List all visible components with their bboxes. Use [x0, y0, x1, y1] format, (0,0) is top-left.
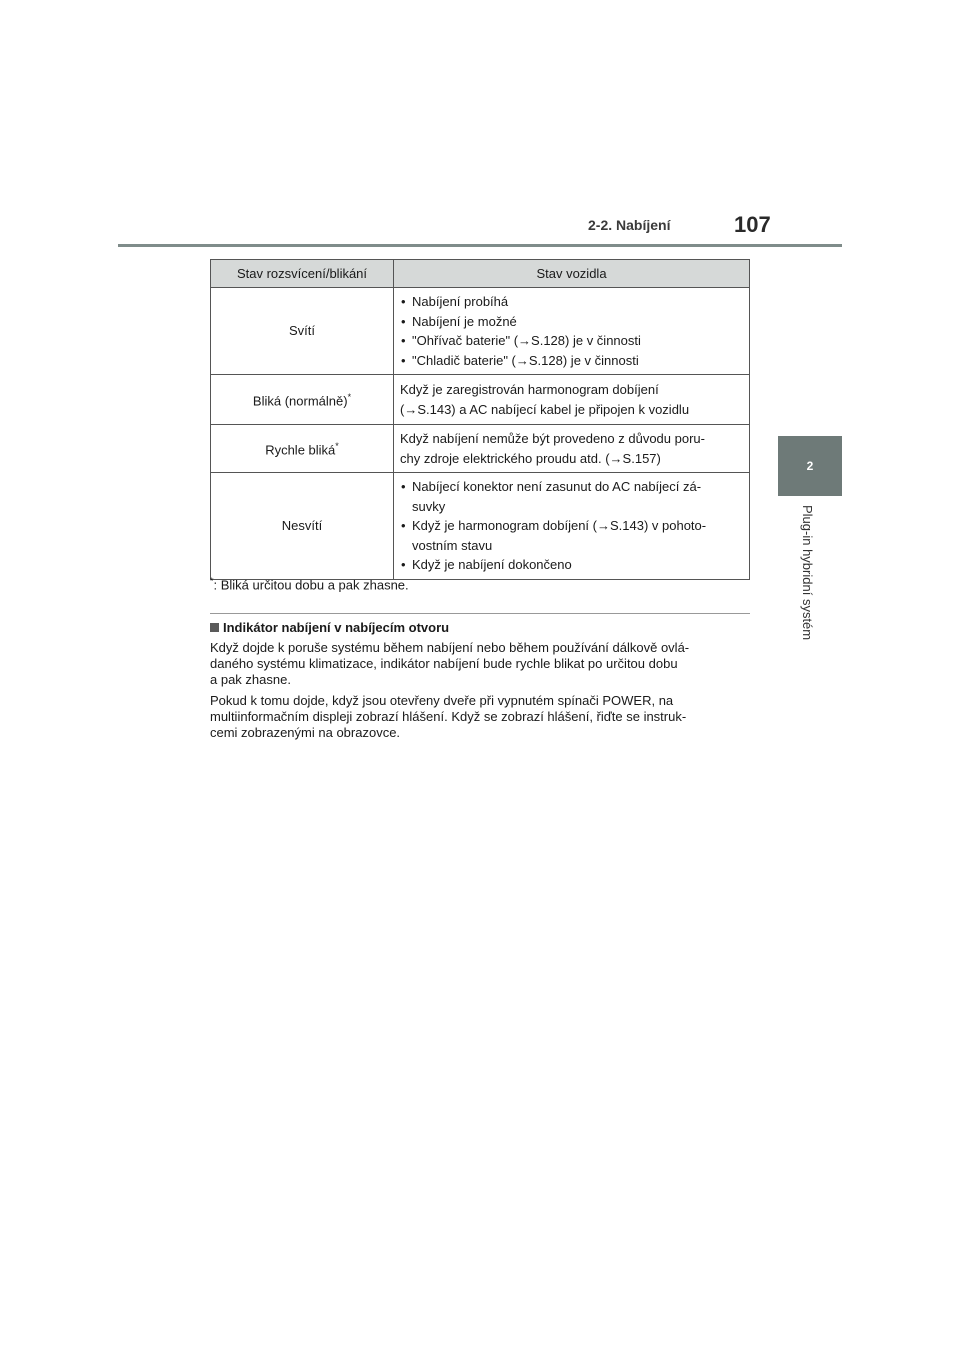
charging-status-table [210, 259, 750, 580]
status-cell: Svítí [211, 288, 394, 375]
list-item: • Nabíjení probíhá [400, 292, 743, 312]
bullet-list [400, 292, 743, 370]
chapter-tab: 2 [778, 436, 842, 496]
text-line: cemi zobrazenými na obrazovce. [210, 725, 401, 740]
vehicle-status-cell [394, 425, 750, 473]
column-header-light-status: Stav rozsvícení/blikání [211, 260, 394, 288]
chapter-label: Plug-in hybridní systém [800, 505, 815, 641]
list-item: • Když je harmonogram dobíjení (→S.143) v pohoto- vostním stavu [400, 516, 743, 555]
list-item: • Nabíjení je možné [400, 312, 743, 332]
footnote-mark: * [335, 441, 339, 452]
text-line: Pokud k tomu dojde, když jsou otevřeny dveře při vypnutém spínači POWER, na [210, 693, 674, 708]
paragraph [210, 693, 750, 741]
bullet-list [400, 477, 743, 575]
header-divider [118, 244, 842, 247]
list-item: • Když je nabíjení dokončeno [400, 555, 743, 575]
table-row [211, 375, 750, 425]
vehicle-status-cell [394, 473, 750, 580]
table-row [211, 288, 750, 375]
section-divider [210, 613, 750, 614]
status-cell: Rychle bliká* [211, 425, 394, 473]
list-item: • "Chladič baterie" (→S.128) je v činnosti [400, 351, 743, 371]
square-bullet-icon [210, 623, 219, 632]
text-line: daného systému klimatizace, indikátor nabíjení bude rychle blikat po určitou dobu [210, 656, 678, 671]
text-line: a pak zhasne. [210, 672, 291, 687]
table-footnote: *: Bliká určitou dobu a pak zhasne. [210, 576, 409, 593]
vehicle-status-cell [394, 375, 750, 425]
status-cell: Nesvítí [211, 473, 394, 580]
page-number: 107 [734, 212, 771, 237]
column-header-vehicle-status: Stav vozidla [394, 260, 750, 288]
text-line: Když dojde k poruše systému během nabíjení nebo během používání dálkově ovlá- [210, 640, 690, 655]
list-item: • "Ohřívač baterie" (→S.128) je v činnosti [400, 331, 743, 351]
cell-line: (→S.143) a AC nabíjecí kabel je připojen k vozidlu [400, 401, 690, 417]
cell-line: Když nabíjení nemůže být provedeno z důvodu poru- [400, 431, 705, 446]
table-row [211, 473, 750, 580]
list-item: • Nabíjecí konektor není zasunut do AC nabíjecí zá- suvky [400, 477, 743, 516]
table-header-row [211, 260, 750, 288]
text-line: multiinformačním displeji zobrazí hlášení. Když se zobrazí hlášení, řiďte se instruk- [210, 709, 687, 724]
footnote-mark: * [347, 392, 352, 403]
status-cell: Bliká (normálně)* [211, 375, 394, 425]
vehicle-status-cell [394, 288, 750, 375]
cell-line: chy zdroje elektrického proudu atd. (→S.157) [400, 450, 661, 466]
paragraph [210, 640, 750, 688]
footnote-mark: * [210, 576, 214, 586]
section-title: Indikátor nabíjení v nabíjecím otvoru [210, 620, 449, 635]
section-header-title: 2-2. Nabíjení [588, 217, 671, 233]
table-row [211, 425, 750, 473]
cell-line: Když je zaregistrován harmonogram dobíjení [400, 382, 659, 397]
